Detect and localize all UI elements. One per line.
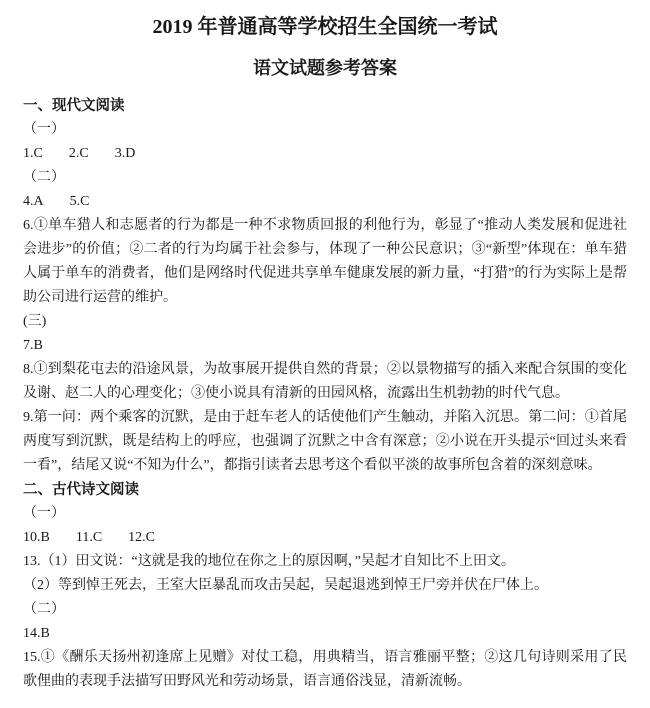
answer-item: 10.B	[23, 530, 50, 545]
document-content	[23, 94, 627, 694]
section-heading: 二、古代诗文阅读	[23, 482, 139, 498]
answer-item: 4.A	[23, 194, 44, 209]
answer-item: 2.C	[68, 146, 89, 161]
answer-item: 5.C	[69, 194, 90, 209]
section-heading: 一、现代文阅读	[23, 98, 125, 114]
answer-item: 3.D	[114, 146, 136, 161]
answer-paragraph: 7.B	[23, 338, 43, 353]
subsection-label: （二）	[23, 170, 65, 185]
answer-item: 11.C	[75, 530, 103, 545]
subsection-label: (三)	[23, 314, 47, 329]
answer-choices-row	[23, 190, 627, 214]
subsection-label: （一）	[23, 122, 65, 137]
subsection-label: （二）	[23, 602, 65, 617]
page-subtitle: 语文试题参考答案	[253, 58, 397, 78]
answer-paragraph: （2）等到悼王死去，王室大臣暴乱而攻击吴起，吴起退逃到悼王尸旁并伏在尸体上。	[23, 578, 548, 593]
answer-item: 12.C	[128, 530, 156, 545]
answer-paragraph: 9.第一问：两个乘客的沉默，是由于赶车老人的话使他们产生触动，并陷入沉思。第二问：①首尾两度写到沉默，既是结构上的呼应，也强调了沉默之中含有深意；②小说在开头提示“回过头来看一看”，结尾又说“不知为什么”，都指引读者去思考这个看似平淡的故事所包含着的深刻意味。	[23, 410, 627, 473]
answer-paragraph: 6.①单车猎人和志愿者的行为都是一种不求物质回报的利他行为，彰显了“推动人类发展和促进社会进步”的价值；②二者的行为均属于社会参与，体现了一种公民意识；③“新型”体现在：单车猎人属于单车的消费者，他们是网络时代促进共享单车健康发展的新力量，“打猎”的行为实际上是帮助公司进行运营的维护。	[23, 218, 627, 305]
answer-paragraph: 8.①到梨花屯去的沿途风景，为故事展开提供自然的背景；②以景物描写的插入来配合氛围的变化及谢、赵二人的心理变化；③使小说具有清新的田园风格，流露出生机勃勃的时代气息。	[23, 362, 627, 401]
answer-paragraph: 15.①《酬乐天扬州初逢席上见赠》对仗工稳，用典精当，语言雅丽平整；②这几句诗则采用了民歌俚曲的表现手法描写田野风光和劳动场景，语言通俗浅显，清新流畅。	[23, 650, 627, 689]
answer-paragraph: 13.（1）田文说：“这就是我的地位在你之上的原因啊，”吴起才自知比不上田文。	[23, 554, 515, 569]
answer-paragraph: 14.B	[23, 626, 50, 641]
answer-choices-row	[23, 142, 627, 166]
answer-choices-row	[23, 526, 627, 550]
page-title: 2019 年普通高等学校招生全国统一考试	[152, 16, 498, 38]
subsection-label: （一）	[23, 506, 65, 521]
answer-item: 1.C	[23, 146, 43, 161]
